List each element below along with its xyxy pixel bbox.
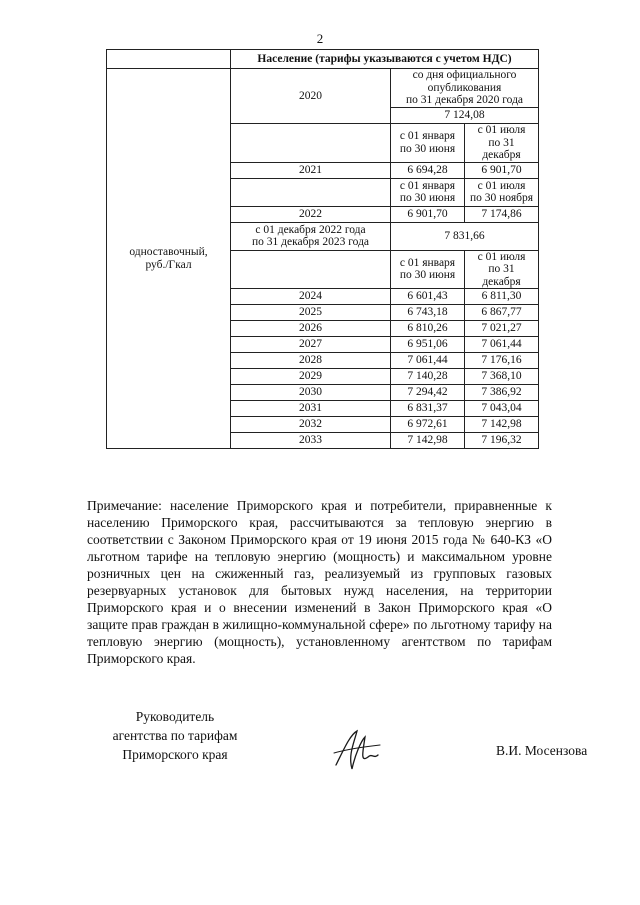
year-cell: 2028 <box>231 353 391 369</box>
tariff-category: одноставочный, руб./Гкал <box>107 69 231 449</box>
signer-position: Руководитель агентства по тарифам Приморского края <box>112 709 238 762</box>
value-cell: 6 867,77 <box>465 305 539 321</box>
value-cell: 7 124,08 <box>391 108 539 124</box>
period-cell: с 01 июля по 31 декабря <box>465 250 539 289</box>
value-cell: 7 061,44 <box>391 353 465 369</box>
value-cell: 7 386,92 <box>465 385 539 401</box>
period-cell: с 01 января по 30 июня <box>391 250 465 289</box>
year-cell: 2031 <box>231 401 391 417</box>
tariff-table <box>106 49 539 449</box>
handwritten-signature <box>330 725 385 775</box>
page-number: 2 <box>316 31 324 46</box>
value-cell: 6 831,37 <box>391 401 465 417</box>
period-cell: с 01 июля по 31 декабря <box>465 124 539 163</box>
value-cell: 7 174,86 <box>465 206 539 222</box>
period-cell: с 01 января по 30 июня <box>391 178 465 206</box>
value-cell: 7 021,27 <box>465 321 539 337</box>
period-cell: с 01 января по 30 июня <box>391 124 465 163</box>
note-paragraph: Примечание: население Приморского края и потребители, приравненные к населению Приморского края, рассчитываются за тепловую энергию в соответствии с Законом Приморского края от 19 июня 2015 года № 640-КЗ «О льготном тарифе на тепловую энергию (мощность) и максимальном уровне розничных цен на сжиженный газ, реализуемый из групповых газовых резервуарных установок для бытовых нужд населения, на территории Приморского края и о внесении изменений в Закон Приморского края «О защите прав граждан в жилищно-коммунальной сфере» по льготному тарифу на тепловую энергию (мощность), установленному агентством по тарифам Приморского края. <box>87 497 552 666</box>
value-cell: 6 951,06 <box>391 337 465 353</box>
year-cell: 2021 <box>231 162 391 178</box>
value-cell: 7 142,98 <box>391 433 465 449</box>
value-cell: 7 831,66 <box>391 222 539 250</box>
value-cell: 7 368,10 <box>465 369 539 385</box>
period-cell: с 01 июля по 30 ноября <box>465 178 539 206</box>
year-cell: 2029 <box>231 369 391 385</box>
value-cell: 6 694,28 <box>391 162 465 178</box>
value-cell: 6 743,18 <box>391 305 465 321</box>
year-cell: 2033 <box>231 433 391 449</box>
value-cell: 6 901,70 <box>465 162 539 178</box>
table-header: Население (тарифы указываются с учетом НДС) <box>231 50 539 69</box>
year-cell: 2032 <box>231 417 391 433</box>
value-cell: 6 972,61 <box>391 417 465 433</box>
value-cell: 7 196,32 <box>465 433 539 449</box>
value-cell: 6 810,26 <box>391 321 465 337</box>
value-cell: 7 140,28 <box>391 369 465 385</box>
value-cell: 7 142,98 <box>465 417 539 433</box>
value-cell: 6 601,43 <box>391 289 465 305</box>
value-cell: 7 294,42 <box>391 385 465 401</box>
year-cell: 2024 <box>231 289 391 305</box>
value-cell: 6 901,70 <box>391 206 465 222</box>
value-cell: 7 043,04 <box>465 401 539 417</box>
year-cell: 2026 <box>231 321 391 337</box>
value-cell: 7 176,16 <box>465 353 539 369</box>
year-cell: 2030 <box>231 385 391 401</box>
value-cell: 7 061,44 <box>465 337 539 353</box>
period-cell: со дня официального опубликования по 31 декабря 2020 года <box>391 69 539 108</box>
period-cell: с 01 декабря 2022 года по 31 декабря 2023 года <box>231 222 391 250</box>
year-cell: 2025 <box>231 305 391 321</box>
signer-name: В.И. Мосензова <box>496 743 588 758</box>
value-cell: 6 811,30 <box>465 289 539 305</box>
year-cell: 2027 <box>231 337 391 353</box>
year-cell: 2020 <box>231 69 391 124</box>
year-cell: 2022 <box>231 206 391 222</box>
